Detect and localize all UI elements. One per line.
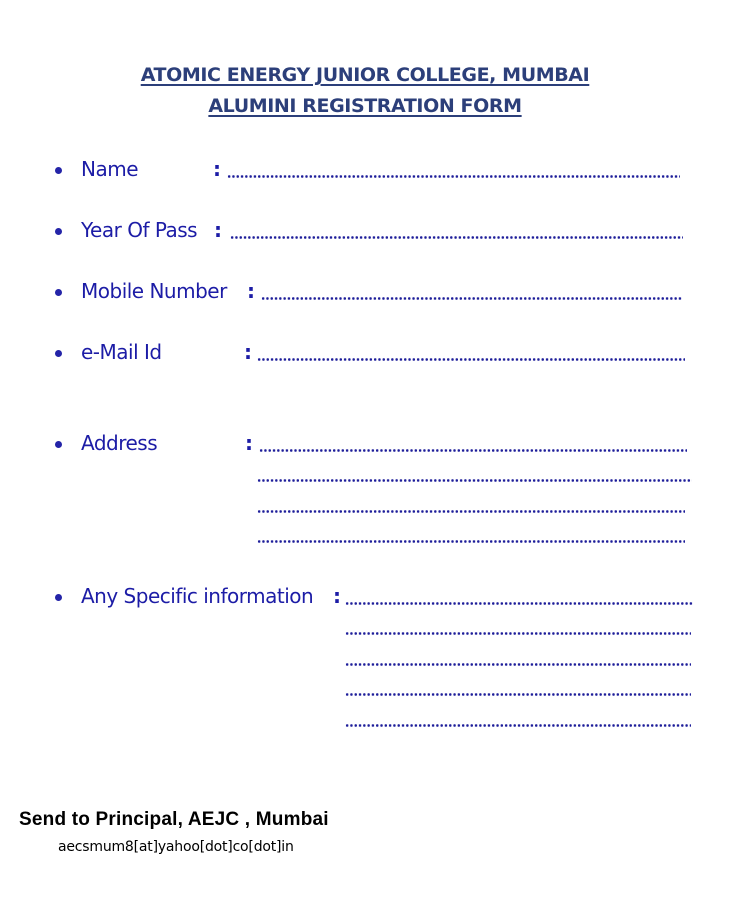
bullet-icon (55, 289, 62, 296)
address-input-line-4[interactable] (257, 540, 685, 543)
mobile-input-line[interactable] (261, 297, 682, 300)
address-input-line-3[interactable] (257, 510, 685, 513)
bullet-icon (55, 167, 62, 174)
field-label: Address (81, 431, 158, 455)
year-input-line[interactable] (230, 236, 683, 239)
info-input-line-5[interactable] (345, 724, 691, 727)
field-label: Year Of Pass (81, 218, 198, 242)
info-input-line-1[interactable] (345, 602, 693, 605)
bullet-icon (55, 594, 62, 601)
field-colon: : (333, 584, 341, 608)
info-input-line-3[interactable] (345, 663, 691, 666)
address-input-line-1[interactable] (259, 449, 687, 452)
field-label: e-Mail Id (81, 340, 162, 364)
field-colon: : (213, 157, 221, 181)
field-label: Mobile Number (81, 279, 227, 303)
send-to-instruction: Send to Principal, AEJC , Mumbai (19, 809, 329, 830)
contact-email: aecsmum8[at]yahoo[dot]co[dot]in (58, 839, 294, 855)
college-title: ATOMIC ENERGY JUNIOR COLLEGE, MUMBAI (140, 64, 590, 86)
address-input-line-2[interactable] (257, 479, 692, 482)
bullet-icon (55, 350, 62, 357)
email-input-line[interactable] (257, 358, 685, 361)
field-colon: : (245, 431, 253, 455)
field-colon: : (247, 279, 255, 303)
bullet-icon (55, 228, 62, 235)
bullet-icon (55, 441, 62, 448)
form-title: ALUMINI REGISTRATION FORM (208, 95, 522, 117)
name-input-line[interactable] (227, 175, 680, 178)
info-input-line-4[interactable] (345, 693, 691, 696)
field-label: Name (81, 157, 139, 181)
info-input-line-2[interactable] (345, 632, 691, 635)
field-label: Any Specific information (81, 584, 314, 608)
field-colon: : (214, 218, 222, 242)
field-colon: : (244, 340, 252, 364)
